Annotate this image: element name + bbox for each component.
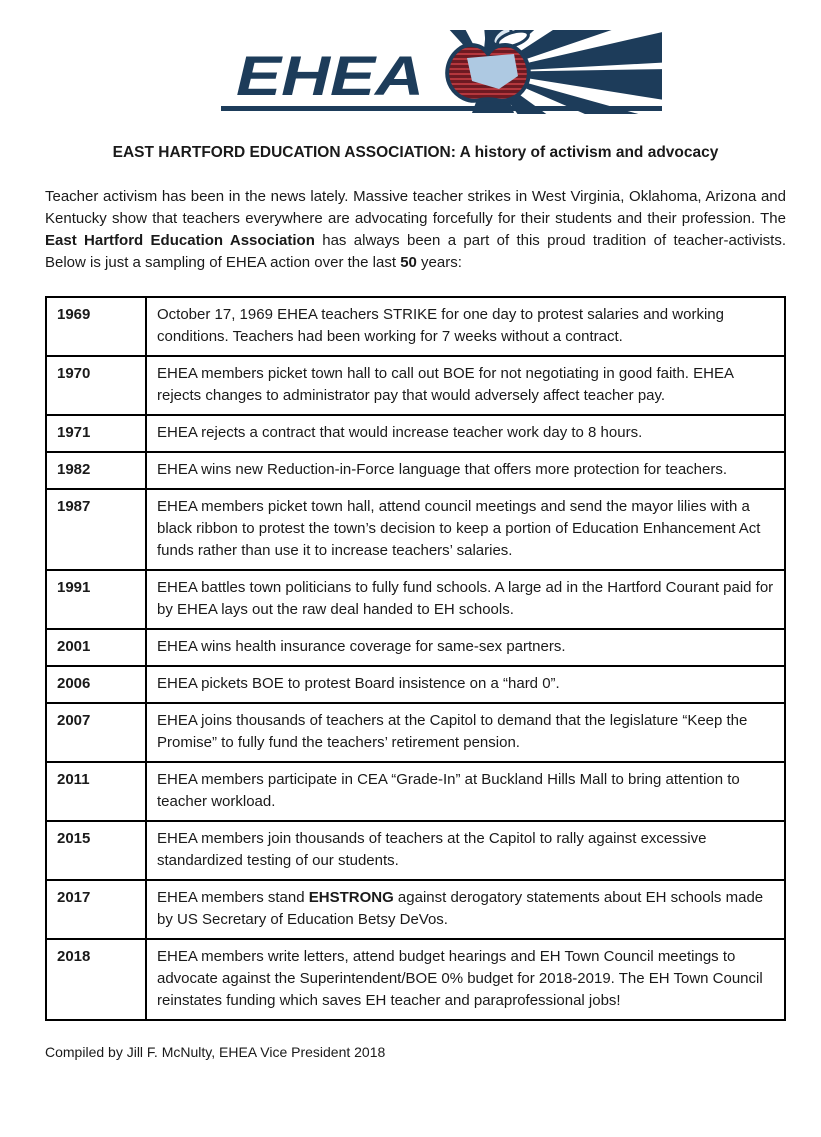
year-cell: 1971 xyxy=(46,415,146,452)
year-cell: 2006 xyxy=(46,666,146,703)
description-cell: EHEA members participate in CEA “Grade-In” at Buckland Hills Mall to bring attention to teacher workload. xyxy=(146,762,785,821)
description-cell: EHEA members write letters, attend budget hearings and EH Town Council meetings to advocate against the Superintendent/BOE 0% budget for 2018-2019. The EH Town Council reinstates funding which saves EH teacher and paraprofessional jobs! xyxy=(146,939,785,1020)
year-cell: 2007 xyxy=(46,703,146,762)
ehea-wordmark: EHEA xyxy=(236,44,424,107)
description-cell: EHEA pickets BOE to protest Board insistence on a “hard 0”. xyxy=(146,666,785,703)
table-row xyxy=(46,821,785,880)
table-row xyxy=(46,939,785,1020)
table-row xyxy=(46,629,785,666)
year-cell: 1982 xyxy=(46,452,146,489)
table-row xyxy=(46,666,785,703)
description-cell: EHEA members picket town hall, attend council meetings and send the mayor lilies with a black ribbon to protest the town’s decision to keep a portion of Education Enhancement Act funds rather than use it to increase teachers’ salaries. xyxy=(146,489,785,570)
year-cell: 2015 xyxy=(46,821,146,880)
year-cell: 2018 xyxy=(46,939,146,1020)
page-title: EAST HARTFORD EDUCATION ASSOCIATION: A history of activism and advocacy xyxy=(112,144,719,161)
table-row xyxy=(46,570,785,629)
timeline-table xyxy=(45,296,786,1021)
ehea-logo xyxy=(221,30,662,114)
description-cell: EHEA members join thousands of teachers at the Capitol to rally against excessive standardized testing of our students. xyxy=(146,821,785,880)
intro-paragraph: Teacher activism has been in the news lately. Massive teacher strikes in West Virginia, Oklahoma, Arizona and Kentucky show that teachers everywhere are advocating forcefully for their students and their profession. The East Hartford Education Association has always been a part of this proud tradition of teacher-activists. Below is just a sampling of EHEA action over the last 50 years: xyxy=(45,188,787,271)
table-row xyxy=(46,489,785,570)
description-cell: EHEA members stand EHSTRONG against derogatory statements about EH schools made by US Secretary of Education Betsy DeVos. xyxy=(146,880,785,939)
table-row xyxy=(46,703,785,762)
timeline-table-body xyxy=(46,297,785,1020)
table-row xyxy=(46,415,785,452)
ehea-logo-graphic xyxy=(221,30,662,114)
description-cell: EHEA battles town politicians to fully fund schools. A large ad in the Hartford Courant paid for by EHEA lays out the raw deal handed to EH schools. xyxy=(146,570,785,629)
year-cell: 1970 xyxy=(46,356,146,415)
year-cell: 1987 xyxy=(46,489,146,570)
description-cell: EHEA joins thousands of teachers at the Capitol to demand that the legislature “Keep the Promise” to fully fund the teachers’ retirement pension. xyxy=(146,703,785,762)
year-cell: 2001 xyxy=(46,629,146,666)
table-row xyxy=(46,297,785,356)
description-cell: EHEA wins new Reduction-in-Force language that offers more protection for teachers. xyxy=(146,452,785,489)
footer-credit: Compiled by Jill F. McNulty, EHEA Vice President 2018 xyxy=(45,1044,386,1060)
year-cell: 1969 xyxy=(46,297,146,356)
table-row xyxy=(46,880,785,939)
table-row xyxy=(46,452,785,489)
table-row xyxy=(46,762,785,821)
year-cell: 1991 xyxy=(46,570,146,629)
year-cell: 2017 xyxy=(46,880,146,939)
year-cell: 2011 xyxy=(46,762,146,821)
description-cell: EHEA wins health insurance coverage for same-sex partners. xyxy=(146,629,785,666)
description-cell: EHEA rejects a contract that would increase teacher work day to 8 hours. xyxy=(146,415,785,452)
description-cell: EHEA members picket town hall to call out BOE for not negotiating in good faith. EHEA rejects changes to administrator pay that would adversely affect teacher pay. xyxy=(146,356,785,415)
table-row xyxy=(46,356,785,415)
document-page xyxy=(0,30,821,1137)
description-cell: October 17, 1969 EHEA teachers STRIKE for one day to protest salaries and working conditions. Teachers had been working for 7 weeks without a contract. xyxy=(146,297,785,356)
